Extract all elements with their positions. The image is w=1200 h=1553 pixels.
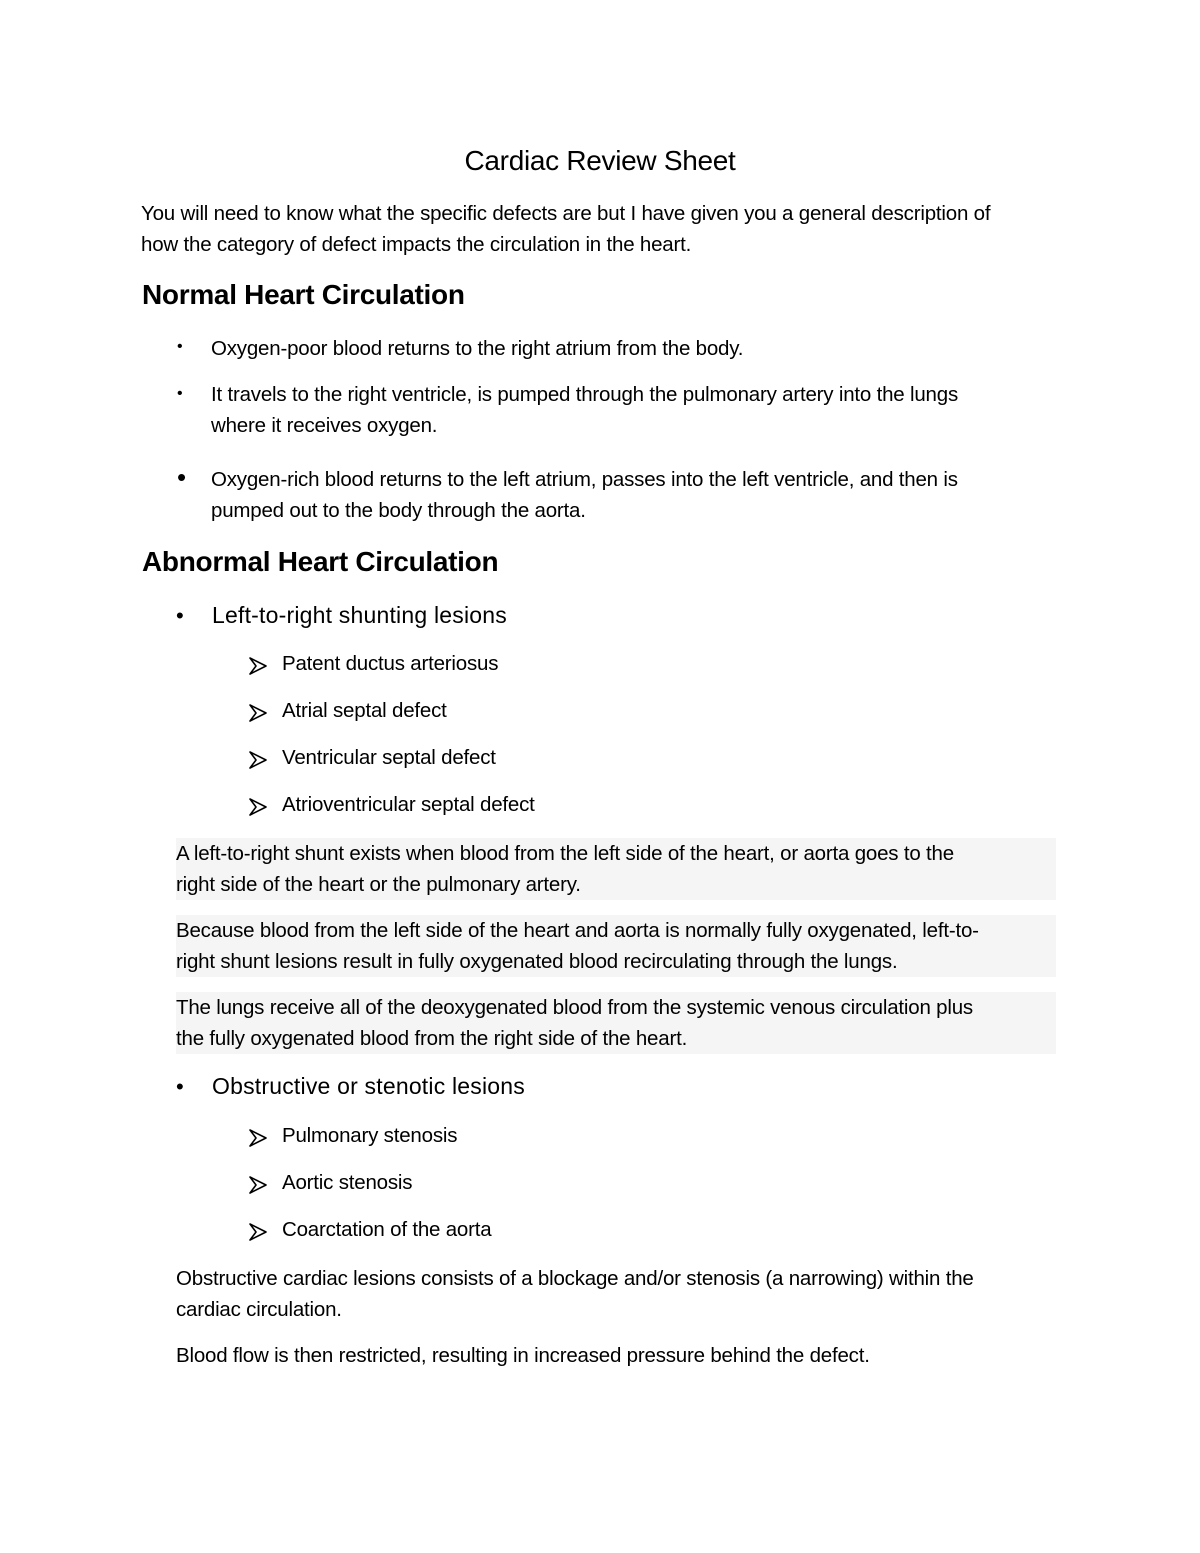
bullet-dot-icon: •	[177, 462, 187, 492]
explanation-paragraph	[176, 992, 1056, 1054]
bullet-line: pumped out to the body through the aorta.	[211, 499, 586, 522]
paragraph-line: Blood flow is then restricted, resulting in increased pressure behind the defect.	[176, 1344, 870, 1367]
paragraph-line: cardiac circulation.	[176, 1298, 342, 1321]
section-label: Obstructive or stenotic lesions	[212, 1073, 525, 1099]
paragraph-line: Obstructive cardiac lesions consists of a blockage and/or stenosis (a narrowing) within the	[176, 1267, 974, 1290]
arrowhead-bullet-icon	[248, 656, 268, 676]
intro-line: how the category of defect impacts the circulation in the heart.	[141, 233, 692, 256]
paragraph-line: right shunt lesions result in fully oxygenated blood recirculating through the lungs.	[176, 950, 898, 973]
arrowhead-bullet-icon	[248, 1128, 268, 1148]
defect-item: Atrial septal defect	[282, 699, 447, 722]
bullet-line: Oxygen-rich blood returns to the left atrium, passes into the left ventricle, and then is	[211, 468, 958, 491]
arrowhead-bullet-icon	[248, 1175, 268, 1195]
arrowhead-bullet-icon	[248, 797, 268, 817]
defect-item: Patent ductus arteriosus	[282, 652, 499, 675]
defect-item: Pulmonary stenosis	[282, 1124, 458, 1147]
arrowhead-bullet-icon	[248, 703, 268, 723]
abnormal-heading: Abnormal Heart Circulation	[142, 546, 499, 577]
defect-item: Ventricular septal defect	[282, 746, 496, 769]
normal-bullet	[211, 379, 1051, 441]
explanation-paragraph	[176, 1340, 1056, 1371]
defect-item: Atrioventricular septal defect	[282, 793, 535, 816]
paragraph-line: The lungs receive all of the deoxygenated blood from the systemic venous circulation plus	[176, 996, 973, 1019]
paragraph-line: A left-to-right shunt exists when blood from the left side of the heart, or aorta goes to the	[176, 842, 954, 865]
bullet-dot-icon: •	[176, 1074, 184, 1099]
defect-item: Aortic stenosis	[282, 1171, 413, 1194]
bullet-dot-icon: •	[177, 385, 183, 402]
normal-heading: Normal Heart Circulation	[142, 279, 465, 310]
explanation-paragraph	[176, 915, 1056, 977]
explanation-paragraph	[176, 838, 1056, 900]
document-title: Cardiac Review Sheet	[464, 145, 736, 176]
defect-item: Coarctation of the aorta	[282, 1218, 492, 1241]
normal-bullet	[211, 333, 1051, 364]
bullet-dot-icon: •	[176, 603, 184, 628]
paragraph-line: the fully oxygenated blood from the right side of the heart.	[176, 1027, 688, 1050]
intro-line: You will need to know what the specific defects are but I have given you a general description of	[141, 202, 991, 225]
bullet-line: It travels to the right ventricle, is pumped through the pulmonary artery into the lungs	[211, 383, 958, 406]
arrowhead-bullet-icon	[248, 1222, 268, 1242]
section-label: Left-to-right shunting lesions	[212, 602, 507, 628]
bullet-line: Oxygen-poor blood returns to the right atrium from the body.	[211, 337, 744, 360]
intro-paragraph	[141, 198, 1071, 260]
paragraph-line: right side of the heart or the pulmonary artery.	[176, 873, 581, 896]
normal-bullet	[211, 464, 1051, 526]
bullet-dot-icon: •	[177, 338, 183, 355]
explanation-paragraph	[176, 1263, 1056, 1325]
arrowhead-bullet-icon	[248, 750, 268, 770]
bullet-line: where it receives oxygen.	[211, 414, 438, 437]
paragraph-line: Because blood from the left side of the heart and aorta is normally fully oxygenated, left-to-	[176, 919, 979, 942]
